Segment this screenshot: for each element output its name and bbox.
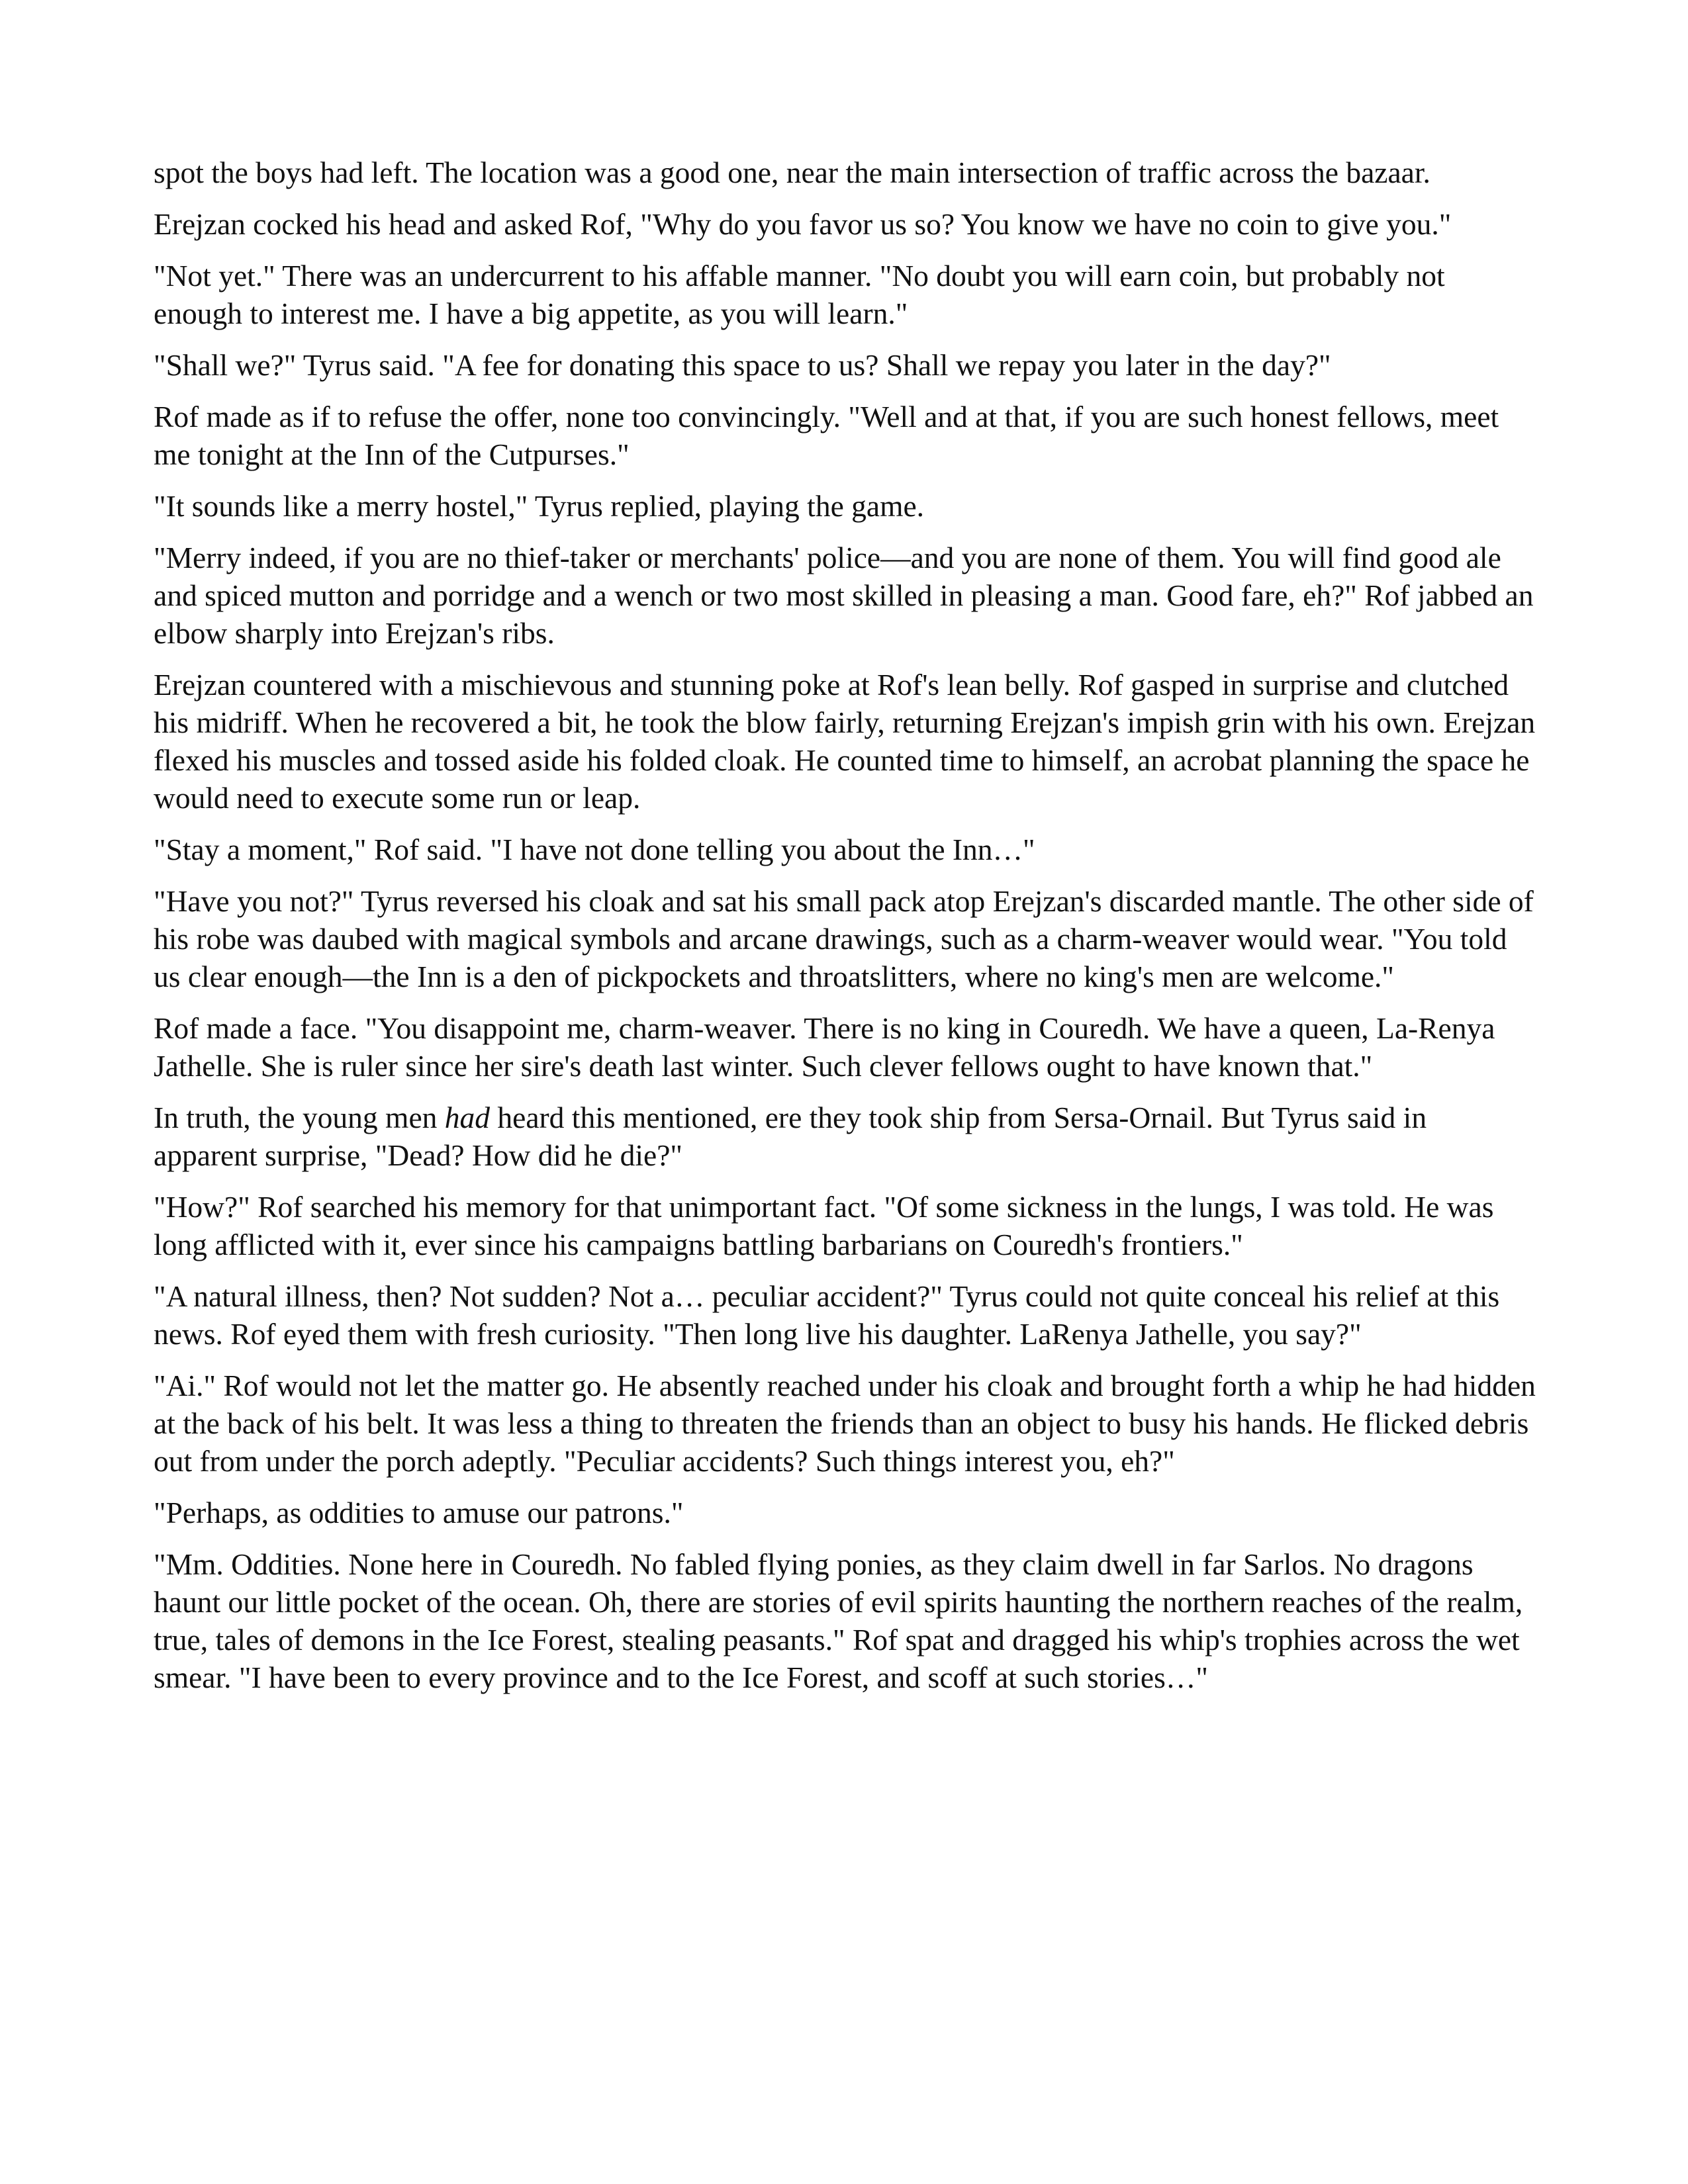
paragraph: "Stay a moment," Rof said. "I have not done telling you about the Inn…"	[154, 833, 1035, 866]
emphasized-word: had	[444, 1101, 491, 1134]
paragraph: "Mm. Oddities. None here in Couredh. No fabled flying ponies, as they claim dwell in far Sarlos. No dragons haunt our little pocket of the ocean. Oh, there are stories of evil spirits haunting the northern reaches of the realm, true, tales of demons in the Ice Forest, stealing peasants." Rof spat and dragged his whip's trophies across the wet smear. "I have been to every province and to the Ice Forest, and scoff at such stories…"	[154, 1547, 1523, 1694]
paragraph-text: In truth, the young men	[154, 1101, 445, 1134]
paragraph: "How?" Rof searched his memory for that unimportant fact. "Of some sickness in the lungs, I was told. He was long afflicted with it, ever since his campaigns battling barbarians on Couredh's frontiers."	[154, 1190, 1494, 1261]
paragraph: spot the boys had left. The location was a good one, near the main intersection of traffic across the bazaar.	[154, 156, 1430, 189]
paragraph-text: heard this mentioned, ere they took ship from Sersa-Ornail. But Tyrus said in apparent surprise, "Dead? How did he die?"	[154, 1101, 1427, 1172]
paragraph	[154, 1099, 1537, 1174]
paragraph: Rof made as if to refuse the offer, none too convincingly. "Well and at that, if you are such honest fellows, meet me tonight at the Inn of the Cutpurses."	[154, 400, 1499, 471]
paragraph: Erejzan cocked his head and asked Rof, "Why do you favor us so? You know we have no coin to give you."	[154, 207, 1452, 241]
paragraph: "It sounds like a merry hostel," Tyrus replied, playing the game.	[154, 489, 925, 523]
paragraph: "Ai." Rof would not let the matter go. He absently reached under his cloak and brought forth a whip he had hidden at the back of his belt. It was less a thing to threaten the friends than an object to busy his hands. He flicked debris out from under the porch adeptly. "Peculiar accidents? Such things interest you, eh?"	[154, 1369, 1536, 1478]
paragraph: "Perhaps, as oddities to amuse our patrons."	[154, 1496, 684, 1529]
paragraph: "Merry indeed, if you are no thief-taker or merchants' police—and you are none of them. You will find good ale and spiced mutton and porridge and a wench or two most skilled in pleasing a man. Good fare, eh?" Rof jabbed an elbow sharply into Erejzan's ribs.	[154, 541, 1534, 650]
paragraph: "Shall we?" Tyrus said. "A fee for donating this space to us? Shall we repay you later in the day?"	[154, 348, 1331, 382]
paragraph: "Not yet." There was an undercurrent to his affable manner. "No doubt you will earn coin, but probably not enough to interest me. I have a big appetite, as you will learn."	[154, 259, 1445, 330]
page-body	[154, 154, 1537, 1710]
paragraph: Erejzan countered with a mischievous and stunning poke at Rof's lean belly. Rof gasped in surprise and clutched his midriff. When he recovered a bit, he took the blow fairly, returning Erejzan's impish grin with his own. Erejzan flexed his muscles and tossed aside his folded cloak. He counted time to himself, an acrobat planning the space he would need to execute some run or leap.	[154, 668, 1536, 815]
paragraph: "Have you not?" Tyrus reversed his cloak and sat his small pack atop Erejzan's discarded mantle. The other side of his robe was daubed with magical symbols and arcane drawings, such as a charm-weaver would wear. "You told us clear enough—the Inn is a den of pickpockets and throatslitters, where no king's men are welcome."	[154, 884, 1534, 993]
paragraph: Rof made a face. "You disappoint me, charm-weaver. There is no king in Couredh. We have a queen, La-Renya Jathelle. She is ruler since her sire's death last winter. Such clever fellows ought to have known that."	[154, 1011, 1495, 1083]
paragraph: "A natural illness, then? Not sudden? Not a… peculiar accident?" Tyrus could not quite conceal his relief at this news. Rof eyed them with fresh curiosity. "Then long live his daughter. LaRenya Jathelle, you say?"	[154, 1279, 1500, 1351]
